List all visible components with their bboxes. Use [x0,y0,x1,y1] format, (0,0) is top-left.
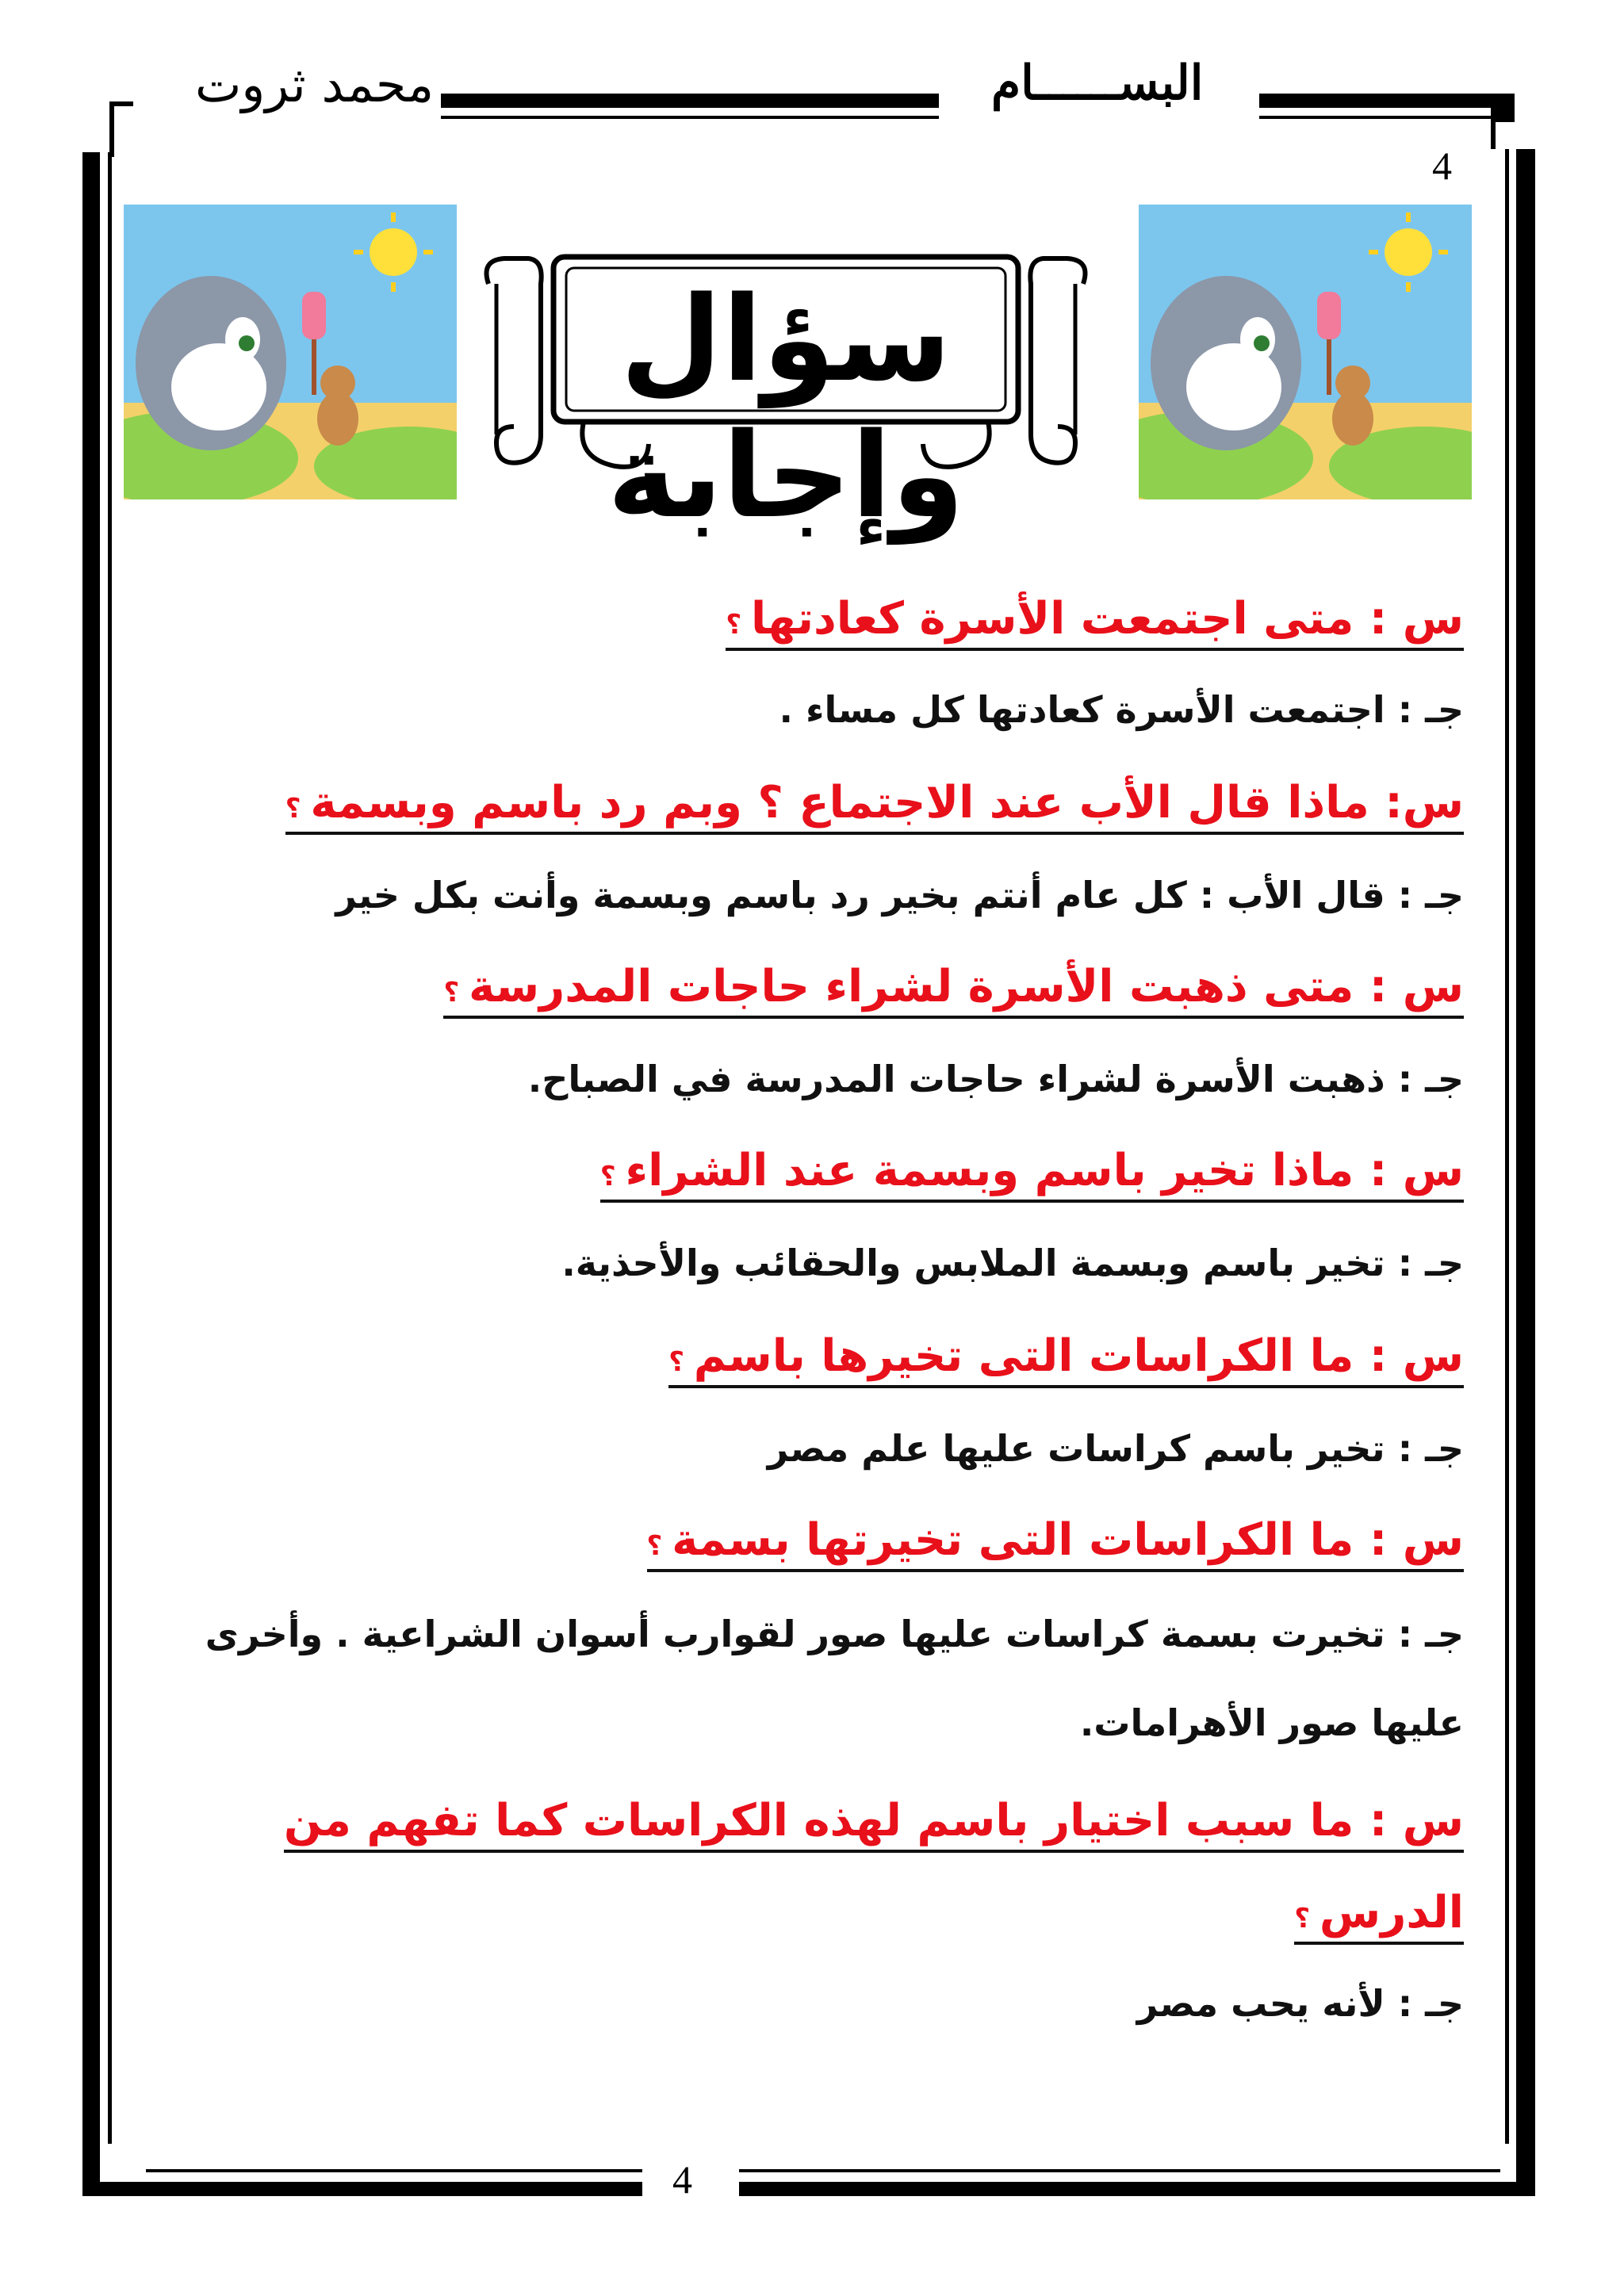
question-1-text: س : متى اجتمعت الأسرة كعادتها [750,593,1464,645]
header-title: البســــــام [991,55,1204,111]
answer-5: جـ : تخير باسم كراسات عليها علم مصر [767,1427,1464,1470]
question-mark: ؟ [646,1530,672,1562]
answer-1: جـ : اجتمعت الأسرة كعادتها كل مساء . [779,688,1464,731]
answer-6-line-1: جـ : تخيرت بسمة كراسات عليها صور لقوارب أسوان الشراعية . وأخرى [205,1613,1464,1655]
question-mark: ؟ [726,609,751,641]
question-7-line-1 [284,1795,1464,1853]
question-mark: ؟ [285,793,311,825]
question-5-text: س : ما الكراسات التى تخيرها باسم [693,1330,1464,1382]
answer-7: جـ : لأنه يحب مصر [1136,1982,1464,2025]
question-mark: ؟ [1294,1903,1320,1934]
question-4-text: س : ماذا تخير باسم وبسمة عند الشراء [625,1145,1464,1196]
question-7-text-2: الدرس [1319,1887,1464,1938]
page-number-top: 4 [1432,144,1452,188]
answer-2: جـ : قال الأب : كل عام أنتم بخير رد باسم وبسمة وأنت بكل خير [335,874,1464,916]
question-6-text: س : ما الكراسات التى تخيرتها بسمة [672,1514,1464,1566]
question-6 [647,1514,1464,1572]
question-5 [668,1330,1464,1388]
question-3 [443,961,1464,1019]
question-2-text: س: ماذا قال الأب عند الاجتماع ؟ وبم رد باسم وبسمة [310,777,1464,828]
question-3-text: س : متى ذهبت الأسرة لشراء حاجات المدرسة [469,961,1464,1012]
question-1 [726,593,1464,651]
answer-6-line-2: عليها صور الأهرامات. [1079,1701,1464,1744]
header-author: محمد ثروت [195,55,435,113]
answer-3: جـ : ذهبت الأسرة لشراء حاجات المدرسة في الصباح. [527,1058,1464,1100]
question-2 [285,777,1464,835]
question-7-line-2 [1294,1887,1464,1945]
page-number-bottom: 4 [672,2157,692,2202]
banner-title: سؤال وإجابة [607,271,965,544]
title-banner [465,236,1107,544]
answer-4: جـ : تخير باسم وبسمة الملابس والحقائب والأحذية. [561,1242,1464,1284]
left-cartoon-image [124,205,457,499]
question-mark: ؟ [443,977,469,1008]
question-7-text: س : ما سبب اختيار باسم لهذه الكراسات كما تفهم من [283,1795,1464,1846]
right-cartoon-image [1139,205,1472,499]
question-mark: ؟ [668,1346,694,1378]
question-mark: ؟ [599,1161,626,1192]
question-4 [600,1145,1464,1203]
